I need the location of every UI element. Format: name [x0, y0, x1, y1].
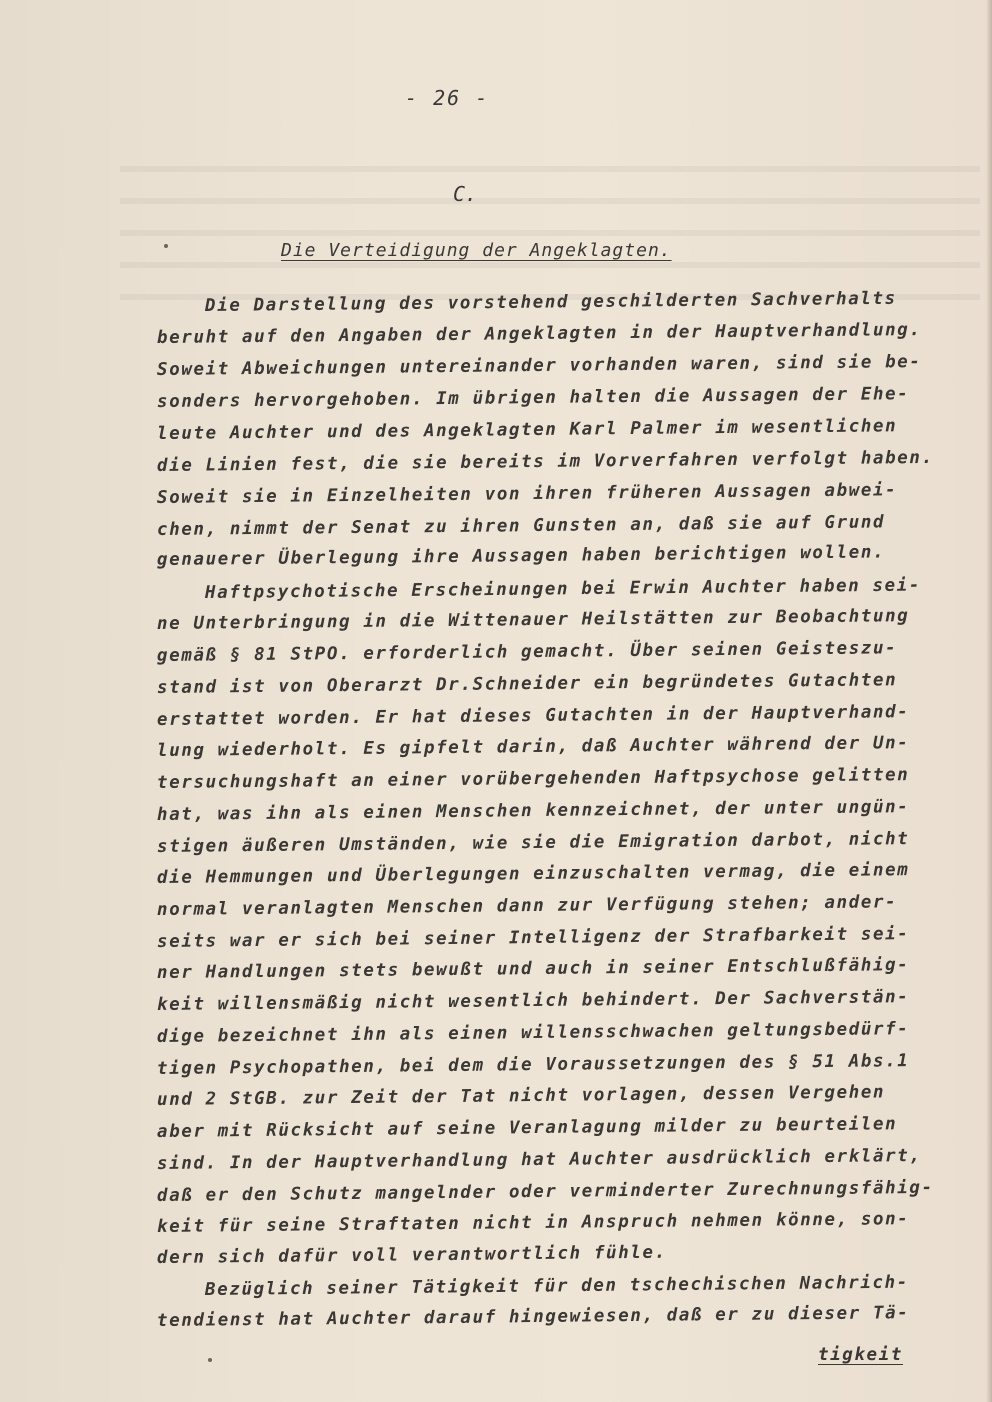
body-line: sonders hervorgehoben. Im übrigen halten die Aussagen der Ehe- [156, 384, 910, 412]
body-line: die Hemmungen und Überlegungen einzuschalten vermag, die einem [156, 860, 910, 888]
body-line: stand ist von Oberarzt Dr.Schneider ein begründetes Gutachten [156, 670, 898, 698]
body-line: sind. In der Hauptverhandlung hat Auchter ausdrücklich erklärt, [156, 1145, 922, 1174]
body-line: stigen äußeren Umständen, wie sie die Emigration darbot, nicht [156, 829, 910, 857]
body-line: leute Auchter und des Angeklagten Karl Palmer im wesentlichen [156, 416, 898, 444]
catchword: tigkeit [818, 1345, 903, 1365]
body-line: ne Unterbringung in die Wittenauer Heilstätten zur Beobachtung [156, 606, 910, 634]
body-line: ner Handlungen stets bewußt und auch in seiner Entschlußfähig- [156, 955, 910, 983]
body-line: genauerer Überlegung ihre Aussagen haben berichtigen wollen. [156, 542, 886, 570]
body-line: keit willensmäßig nicht wesentlich behindert. Der Sachverstän- [156, 987, 910, 1015]
body-line: tendienst hat Auchter darauf hingewiesen, daß er zu dieser Tä- [156, 1303, 910, 1331]
page-edge-shadow [986, 0, 992, 1402]
body-line: dige bezeichnet ihn als einen willensschwachen geltungsbedürf- [156, 1019, 910, 1047]
ink-speck [208, 1358, 212, 1362]
section-heading: Die Verteidigung der Angeklagten. [281, 240, 672, 261]
ink-speck [164, 244, 168, 248]
body-line: aber mit Rücksicht auf seine Veranlagung milder zu beurteilen [156, 1114, 898, 1142]
body-line: seits war er sich bei seiner Intelligenz der Strafbarkeit sei- [156, 924, 910, 952]
body-line: lung wiederholt. Es gipfelt darin, daß Auchter während der Un- [156, 733, 910, 761]
body-line: daß er den Schutz mangelnder oder verminderter Zurechnungsfähig- [156, 1177, 934, 1206]
body-line: und 2 StGB. zur Zeit der Tat nicht vorlagen, dessen Vergehen [156, 1082, 886, 1110]
section-label: C. [453, 182, 478, 206]
page-number: - 26 - [405, 86, 490, 110]
body-line: Bezüglich seiner Tätigkeit für den tschechischen Nachrich- [204, 1272, 909, 1300]
body-line: dern sich dafür voll verantwortlich fühle. [156, 1242, 667, 1268]
body-line: tigen Psychopathen, bei dem die Voraussetzungen des § 51 Abs.1 [156, 1051, 910, 1079]
body-line: hat, was ihn als einen Menschen kennzeichnet, der unter ungün- [156, 797, 910, 825]
body-line: Soweit sie in Einzelheiten von ihren früheren Aussagen abwei- [156, 480, 898, 508]
body-line: erstattet worden. Er hat dieses Gutachten in der Hauptverhand- [156, 702, 910, 730]
body-line: keit für seine Straftaten nicht in Anspruch nehmen könne, son- [156, 1209, 910, 1237]
body-line: beruht auf den Angaben der Angeklagten in der Hauptverhandlung. [156, 319, 922, 348]
body-line: chen, nimmt der Senat zu ihren Gunsten an, daß sie auf Grund [156, 512, 886, 540]
body-line: Die Darstellung des vorstehend geschilderten Sachverhalts [204, 288, 897, 316]
body-line: normal veranlagten Menschen dann zur Verfügung stehen; ander- [156, 892, 898, 920]
body-line: gemäß § 81 StPO. erforderlich gemacht. Über seinen Geisteszu- [156, 638, 898, 666]
body-line: tersuchungshaft an einer vorübergehenden Haftpsychose gelitten [156, 765, 910, 793]
body-line: die Linien fest, die sie bereits im Vorverfahren verfolgt haben. [156, 447, 934, 476]
body-line: Soweit Abweichungen untereinander vorhanden waren, sind sie be- [156, 351, 922, 380]
body-line: Haftpsychotische Erscheinungen bei Erwin Auchter haben sei- [204, 575, 922, 603]
